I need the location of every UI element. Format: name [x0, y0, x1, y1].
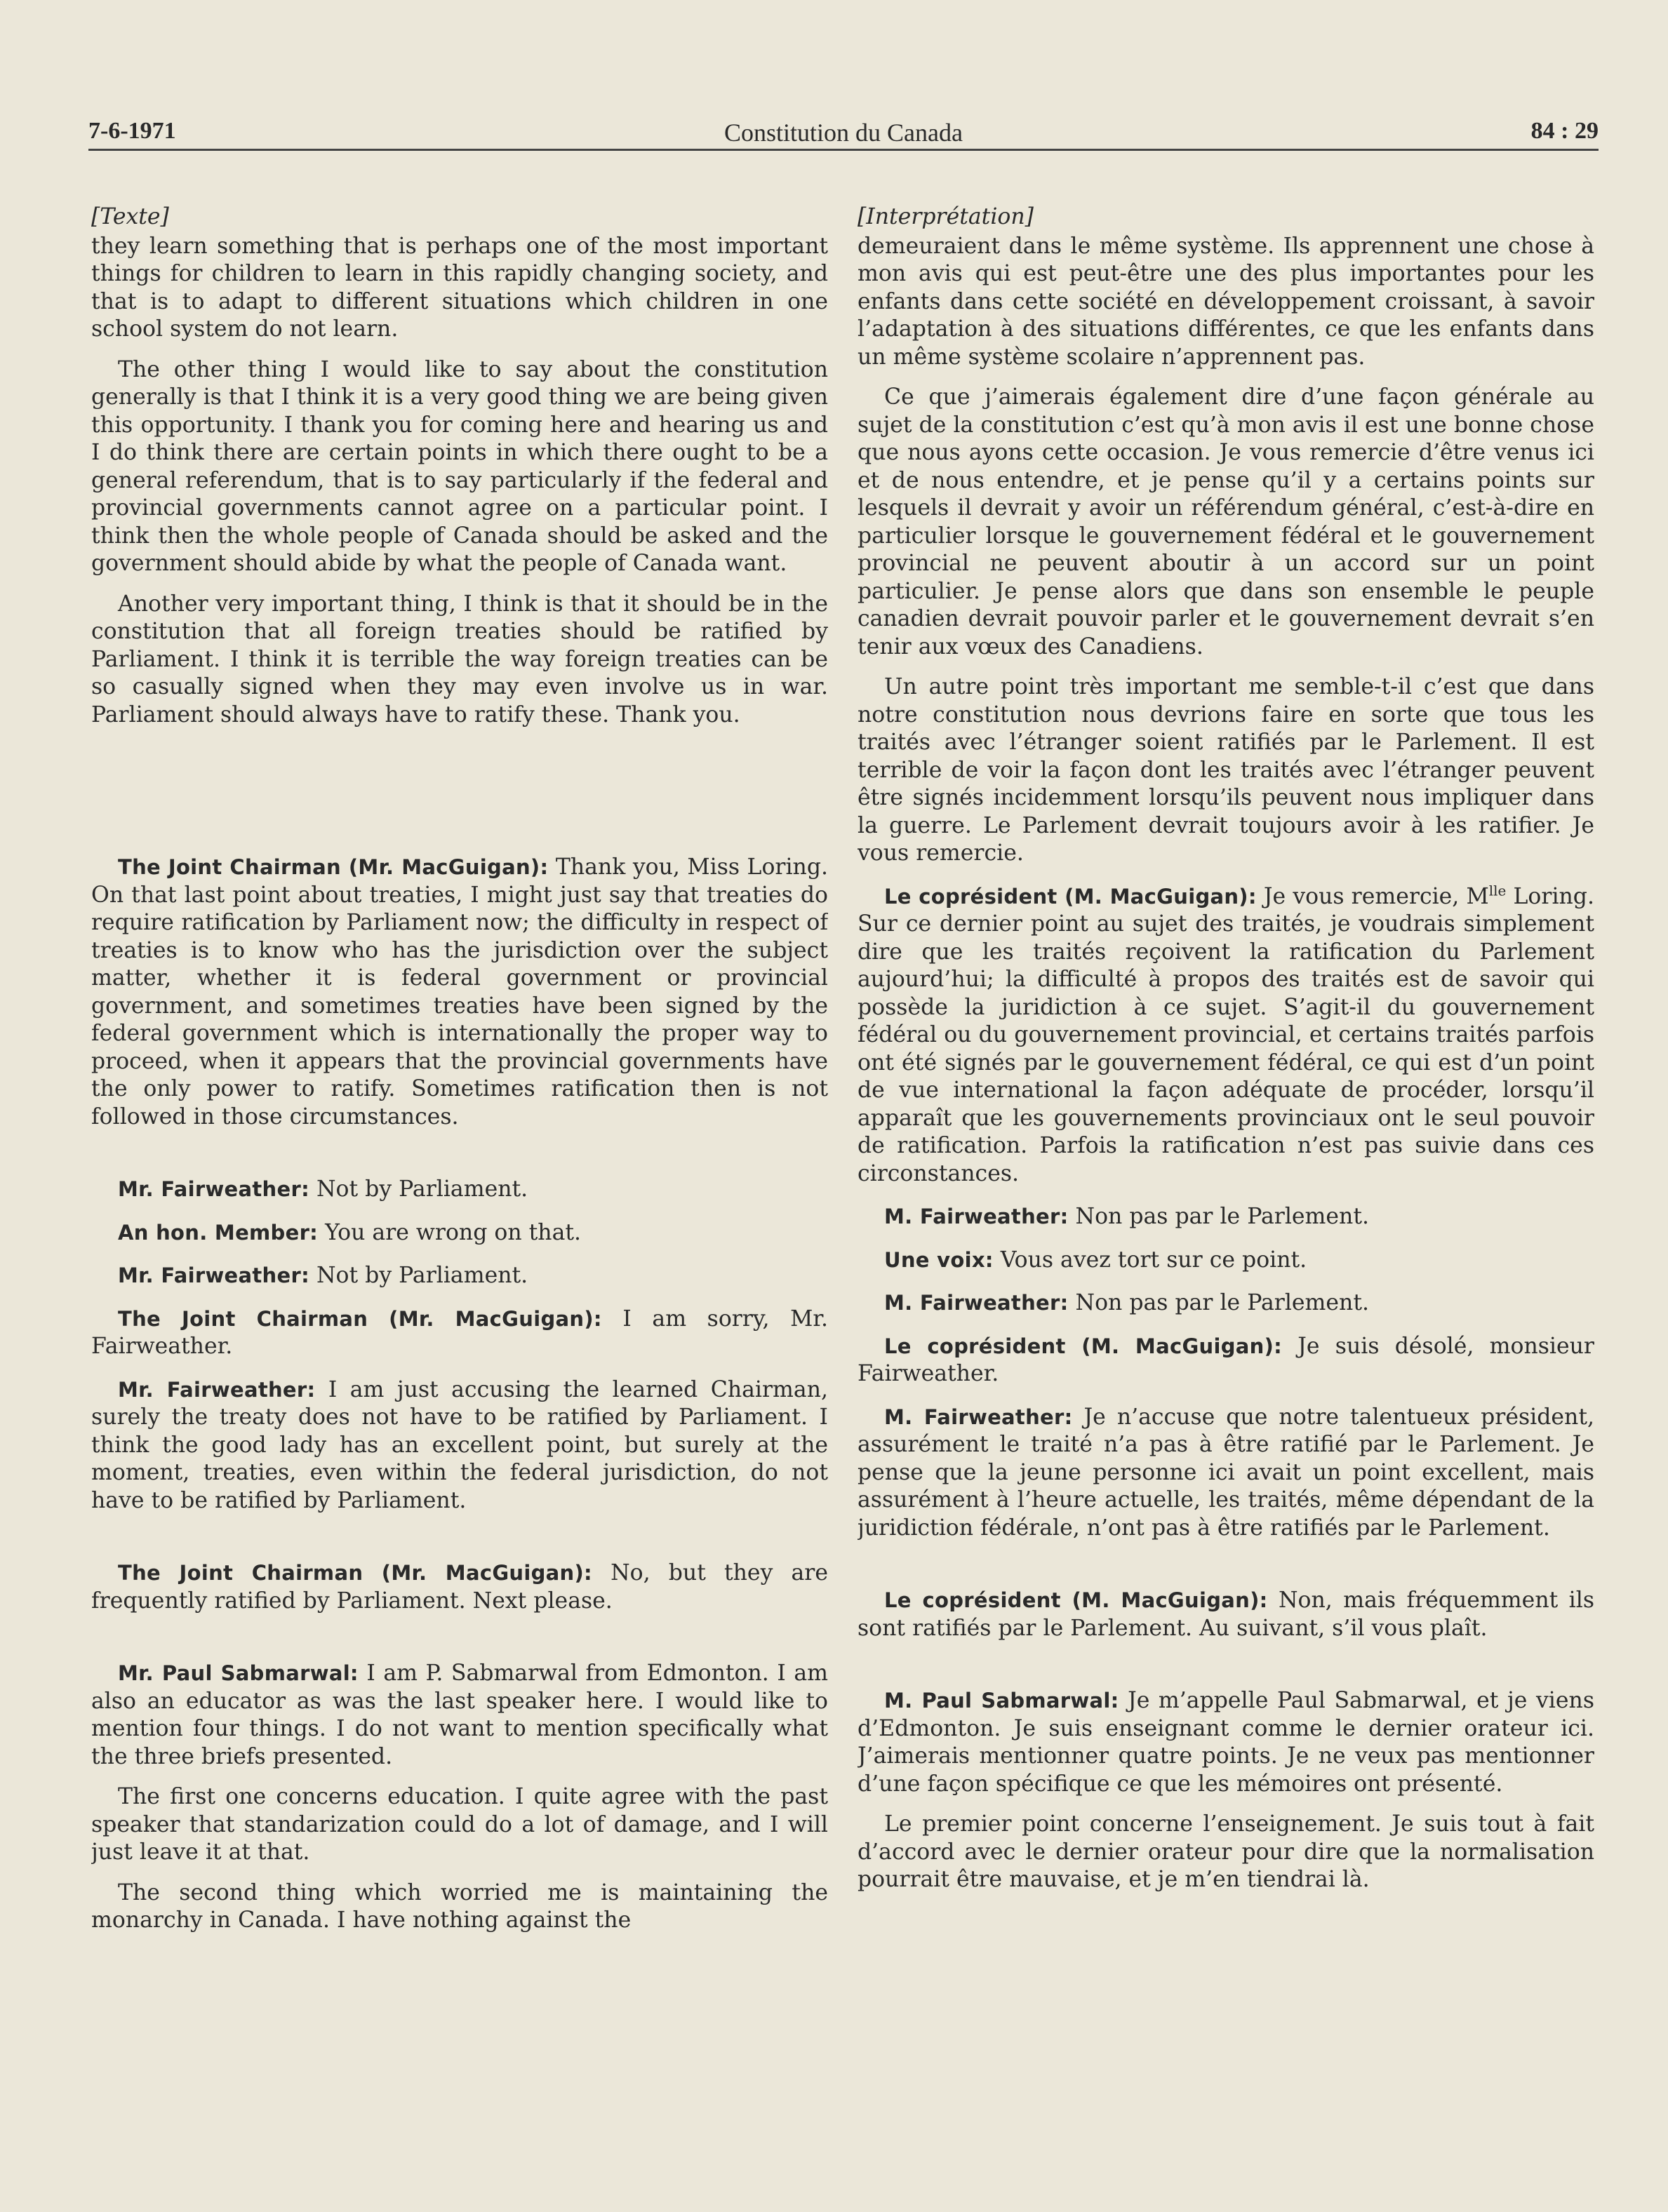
- speech-text: I am sorry, Mr. Fairweather.: [91, 1306, 828, 1359]
- speech-text: You are wrong on that.: [318, 1219, 582, 1245]
- speaker-name: Le coprésident (M. MacGuigan):: [884, 1588, 1268, 1612]
- speech-text: Non, mais fréquemment ils sont ratifiés par le Parlement. Au suivant, s’il vous plaît.: [858, 1588, 1594, 1641]
- speech-text: Non pas par le Parlement.: [1068, 1204, 1370, 1229]
- speaker-name: M. Fairweather:: [884, 1205, 1069, 1228]
- speech-text: I am P. Sabmarwal from Edmonton. I am also an educator as was the last speaker here. I would like to mention four things. I do not want to mention specifically what the three briefs presented.: [91, 1661, 828, 1769]
- speech-block: [91, 1219, 828, 1247]
- speech-block: [858, 1587, 1594, 1642]
- speaker-name: Mr. Paul Sabmarwal:: [118, 1661, 359, 1685]
- paragraph: The first one concerns education. I quite agree with the past speaker that standarization could do a lot of damage, and I will just leave it at that.: [91, 1784, 828, 1865]
- speaker-name: Mr. Fairweather:: [118, 1263, 309, 1287]
- speech-text: Je vous remercie, M: [1256, 883, 1489, 909]
- paragraph: The other thing I would like to say about the constitution generally is that I think it is a very good thing we are being given this opportunity. I thank you for coming here and hearing us and I do think there are certain points in which there ought to be a general referendum, that is to say particularly if the federal and provincial governments cannot agree on a particular point. I think then the whole people of Canada should be asked and the government should abide by what the people of Canada want.: [91, 356, 828, 576]
- speech-block: [858, 1333, 1594, 1388]
- speech-text: I am just accusing the learned Chairman, surely the treaty does not have to be ratified by Parliament. I think the good lady has an excellent point, but surely at the moment, treaties, even within the federal jurisdiction, do not have to be ratified by Parliament.: [91, 1376, 828, 1513]
- english-column-label: [Texte]: [91, 204, 169, 229]
- speaker-name: An hon. Member:: [118, 1220, 319, 1245]
- speech-text: Loring. Sur ce dernier point au sujet des traités, je voudrais simplement dire que les traités reçoivent la ratification du Parlement aujourd’hui; la difficulté à propos des traités est de savoir qui possède la juridiction à ce sujet. S’agit-il du gouvernement fédéral ou du gouvernement provincial, et certains traités parfois ont été signés par le gouvernement fédéral, ce qui est d’un point de vue international la façon adéquate de procéder, lorsqu’il apparaît que les gouvernements provinciaux ont le seul pouvoir de ratification. Parfois la ratification n’est pas suivie dans ces circonstances.: [858, 883, 1594, 1186]
- speech-block: [858, 1404, 1594, 1543]
- speech-block: [858, 1289, 1594, 1318]
- speech-text: Thank you, Miss Loring. On that last point about treaties, I might just say that treaties do require ratification by Parliament now; the difficulty in respect of treaties is to know who has the jurisdiction over the subject matter, whether it is federal government or provincial government, and sometimes treaties have been signed by the federal government which is internationally the proper way to proceed, when it appears that the provincial governments have the only power to ratify. Sometimes ratification then is not followed in those circumstances.: [91, 854, 828, 1130]
- speech-block: [91, 1376, 828, 1515]
- speech-block: [858, 1247, 1594, 1275]
- paragraph: Another very important thing, I think is that it should be in the constitution that all foreign treaties should be ratified by Parliament. I think it is terrible the way foreign treaties can be so casually signed when they may even involve us in war. Parliament should always have to ratify these. Thank you.: [91, 591, 828, 728]
- speaker-name: Mr. Fairweather:: [118, 1377, 316, 1402]
- header-page-number: 84 : 29: [1530, 118, 1599, 144]
- speech-block: [91, 854, 828, 1131]
- french-column-label: [Interprétation]: [858, 204, 1034, 229]
- speaker-name: Le coprésident (M. MacGuigan):: [884, 884, 1257, 909]
- speech-text: Je suis désolé, monsieur Fairweather.: [858, 1333, 1594, 1386]
- english-column: [91, 203, 828, 2056]
- page-header: [88, 112, 1599, 154]
- speech-text: Je n’accuse que notre talentueux président, assurément le traité n’a pas à être ratifié par le Parlement. Je pense que la jeune personne ici avait un point excellent, mais assurément à l’heure actuelle, les traités, même dépendant de la juridiction fédérale, n’ont pas à être ratifiés par le Parlement.: [858, 1404, 1594, 1541]
- speech-text: Not by Parliament.: [309, 1177, 528, 1202]
- paragraph: they learn something that is perhaps one of the most important things for children to learn in this rapidly changing society, and that is to adapt to different situations which children in one school system do not learn.: [91, 233, 828, 342]
- paragraph: Ce que j’aimerais également dire d’une façon générale au sujet de la constitution c’est qu’à mon avis il est une bonne chose que nous ayons cette occasion. Je vous remercie d’être venus ici et de nous entendre, et je pense qu’il y a certains points sur lesquels il devrait y avoir un référendum général, c’est-à-dire en particulier lorsque le gouvernement fédéral et le gouvernement provincial ne peuvent aboutir à un accord sur un point particulier. Je pense alors que dans son ensemble le peuple canadien devrait pouvoir parler et le gouvernement devrait s’en tenir aux vœux des Canadiens.: [858, 384, 1594, 659]
- superscript: lle: [1488, 882, 1507, 899]
- french-column: [858, 203, 1594, 2056]
- speaker-name: The Joint Chairman (Mr. MacGuigan):: [118, 1561, 592, 1585]
- speaker-name: Mr. Fairweather:: [118, 1177, 309, 1201]
- paragraph: Un autre point très important me semble-t-il c’est que dans notre constitution nous devrions faire en sorte que tous les traités avec l’étranger soient ratifiés par le Parlement. Il est terrible de voir la façon dont les traités avec l’étranger peuvent être signés incidemment lorsqu’ils peuvent nous impliquer dans la guerre. Le Parlement devrait toujours avoir à les ratifier. Je vous remercie.: [858, 674, 1594, 866]
- header-title: Constitution du Canada: [724, 119, 963, 147]
- speech-block: [91, 1176, 828, 1204]
- speaker-name: Le coprésident (M. MacGuigan):: [884, 1334, 1283, 1358]
- speech-text: Je m’appelle Paul Sabmarwal, et je viens d’Edmonton. Je suis enseignant comme le dernier orateur ici. J’aimerais mentionner quatre points. Je ne veux pas mentionner d’une façon spécifique ce que les mémoires ont présenté.: [858, 1688, 1594, 1797]
- header-rule: [88, 149, 1599, 151]
- speaker-name: M. Paul Sabmarwal:: [884, 1689, 1119, 1712]
- speech-text: Not by Parliament.: [309, 1263, 528, 1288]
- speaker-name: Une voix:: [884, 1247, 994, 1272]
- speech-block: [858, 1203, 1594, 1231]
- speech-block: [858, 883, 1594, 1188]
- speaker-name: The Joint Chairman (Mr. MacGuigan):: [118, 1306, 602, 1331]
- speaker-name: M. Fairweather:: [884, 1291, 1069, 1315]
- speech-block: [91, 1262, 828, 1290]
- speech-block: [858, 1687, 1594, 1798]
- speech-text: Non pas par le Parlement.: [1068, 1290, 1370, 1315]
- paragraph: demeuraient dans le même système. Ils apprennent une chose à mon avis qui est peut-être une des plus importantes pour les enfants dans cette société en développement croissant, à savoir l’adaptation à des situations différentes, ce que les enfants dans un même système scolaire n’apprennent pas.: [858, 233, 1594, 370]
- speech-text: No, but they are frequently ratified by Parliament. Next please.: [91, 1560, 828, 1614]
- paragraph: The second thing which worried me is maintaining the monarchy in Canada. I have nothing against the: [91, 1879, 828, 1933]
- speech-block: [91, 1660, 828, 1771]
- speech-text: Vous avez tort sur ce point.: [993, 1247, 1307, 1273]
- speech-block: [91, 1306, 828, 1361]
- paragraph: Le premier point concerne l’enseignement. Je suis tout à fait d’accord avec le dernier orateur pour dire que la normalisation pourrait être mauvaise, et je m’en tiendrai là.: [858, 1811, 1594, 1892]
- speaker-name: M. Fairweather:: [884, 1405, 1073, 1429]
- speech-block: [91, 1560, 828, 1615]
- speaker-name: The Joint Chairman (Mr. MacGuigan):: [118, 855, 549, 879]
- header-date: 7-6-1971: [88, 118, 176, 144]
